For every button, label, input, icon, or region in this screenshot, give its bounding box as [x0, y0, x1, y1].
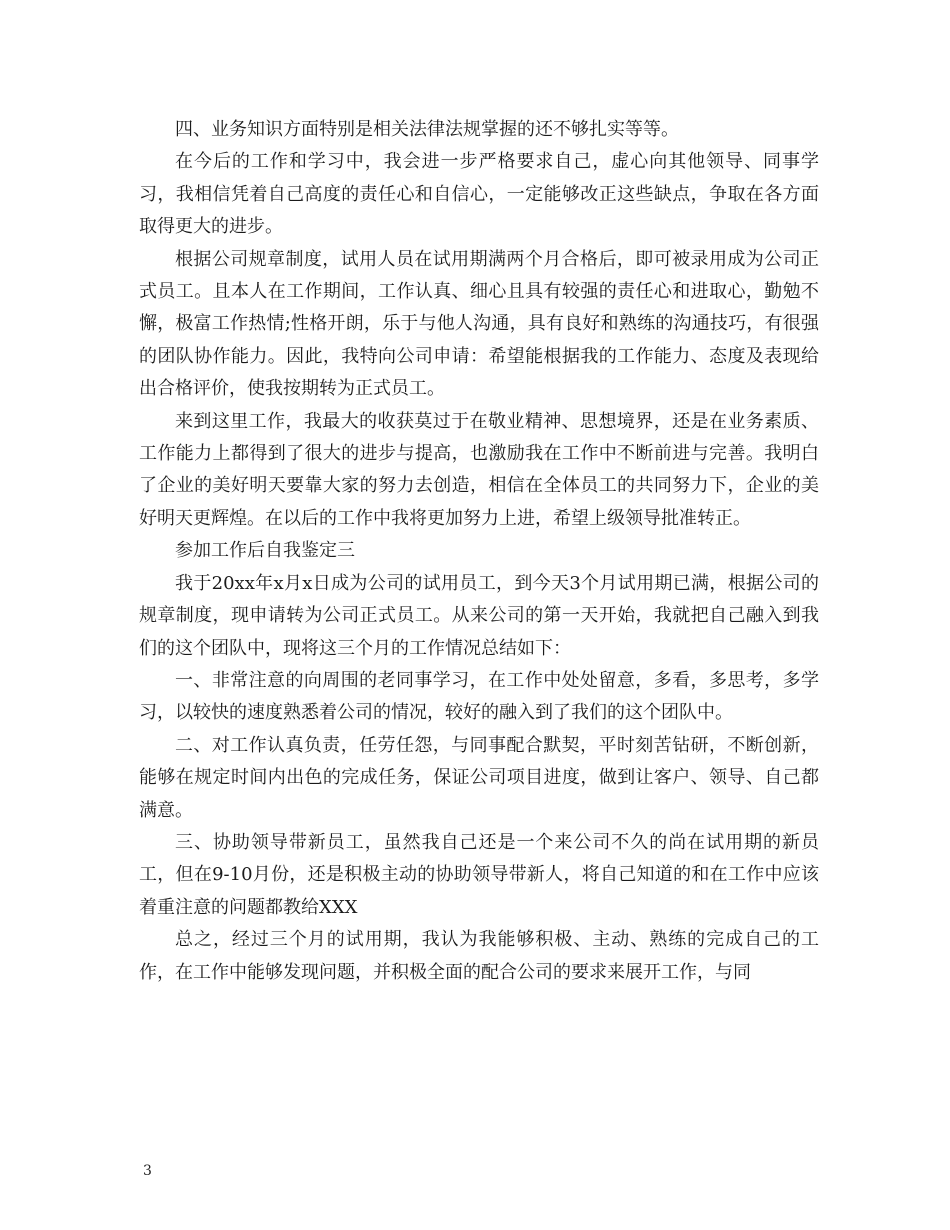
paragraph-1: 四、业务知识方面特别是相关法律法规掌握的还不够扎实等等。 [175, 119, 679, 140]
paragraph-6: 一、非常注意的向周围的老同事学习，在工作中处处留意，多看，多思考，多学习，以较快的速度熟悉着公司的情况，较好的融入到了我们的这个团队中。 [139, 669, 819, 724]
paragraph-9: 总之，经过三个月的试用期，我认为我能够积极、主动、熟练的完成自己的工作，在工作中能够发现问题，并积极全面的配合公司的要求来展开工作，与同 [139, 929, 819, 983]
paragraph-3: 根据公司规章制度，试用人员在试用期满两个月合格后，即可被录用成为公司正式员工。且本人在工作期间，工作认真、细心且具有较强的责任心和进取心，勤勉不懈，极富工作热情;性格开朗，乐于与他人沟通，具有良好和熟练的沟通技巧，有很强的团队协作能力。因此，我特向公司申请：希望能根据我的工作能力、态度及表现给出合格评价，使我按期转为正式员工。 [139, 248, 819, 400]
paragraph-8: 三、协助领导带新员工，虽然我自己还是一个来公司不久的尚在试用期的新员工，但在9-10月份，还是积极主动的协助领导带新人，将自己知道的和在工作中应该着重注意的问题都教给XXX [139, 831, 819, 918]
document-body [139, 114, 819, 989]
paragraph-7: 二、对工作认真负责，任劳任怨，与同事配合默契，平时刻苦钻研，不断创新，能够在规定时间内出色的完成任务，保证公司项目进度，做到让客户、领导、自己都满意。 [139, 734, 819, 821]
page-number: 3 [143, 1163, 152, 1179]
paragraph-4: 来到这里工作，我最大的收获莫过于在敬业精神、思想境界，还是在业务素质、工作能力上都得到了很大的进步与提高，也激励我在工作中不断前进与完善。我明白了企业的美好明天要靠大家的努力去创造，相信在全体员工的共同努力下，企业的美好明天更辉煌。在以后的工作中我将更加努力上进，希望上级领导批准转正。 [139, 410, 819, 529]
section-heading: 参加工作后自我鉴定三 [175, 540, 355, 562]
paragraph-5: 我于20xx年x月x日成为公司的试用员工，到今天3个月试用期已满，根据公司的规章制度，现申请转为公司正式员工。从来公司的第一天开始，我就把自己融入到我们的这个团队中，现将这三个月的工作情况总结如下： [139, 572, 819, 659]
paragraph-2: 在今后的工作和学习中，我会进一步严格要求自己，虚心向其他领导、同事学习，我相信凭着自己高度的责任心和自信心，一定能够改正这些缺点，争取在各方面取得更大的进步。 [139, 151, 819, 238]
